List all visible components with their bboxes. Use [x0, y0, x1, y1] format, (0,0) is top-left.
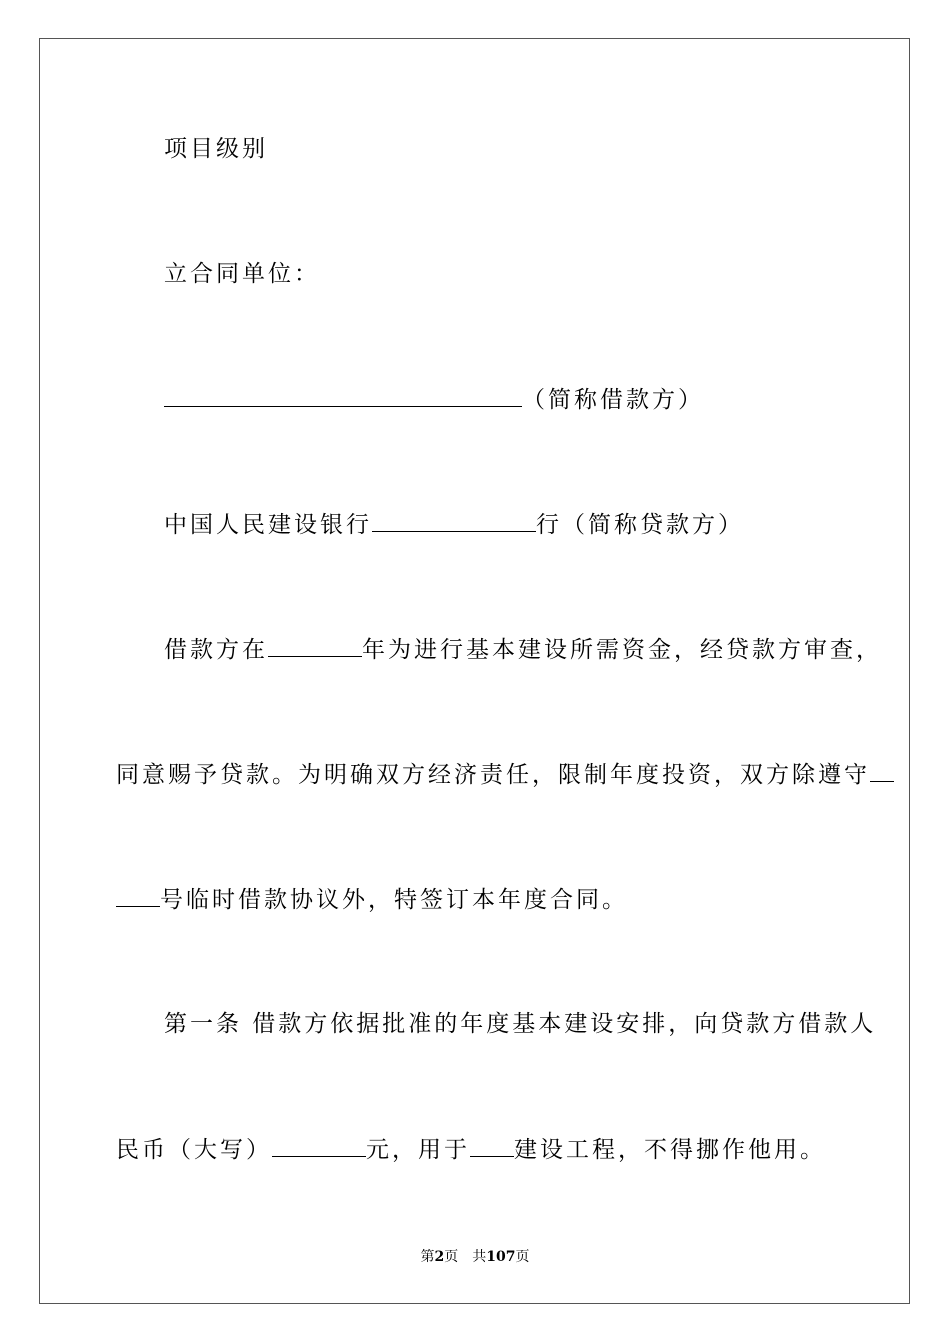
para1-text-a: 借款方在 [164, 637, 268, 663]
contract-units-text: 立合同单位： [164, 261, 320, 287]
lender-short-text: 行（简称贷款方） [536, 512, 744, 538]
para1-line1 [164, 634, 882, 665]
footer-prefix: 第 [420, 1249, 435, 1265]
contract-units-line [164, 259, 320, 289]
lender-line [164, 509, 744, 540]
project-name-blank[interactable] [470, 1134, 514, 1157]
agreement-number-blank-b[interactable] [116, 884, 160, 907]
footer-total-suffix: 页 [515, 1249, 530, 1265]
bank-branch-blank[interactable] [372, 509, 536, 532]
para1-line3 [116, 884, 628, 915]
borrower-line [164, 384, 704, 415]
project-level-text: 项目级别 [164, 136, 268, 162]
article1-text-a: 第一条 借款方依据批准的年度基本建设安排，向贷款方借款人 [164, 1011, 877, 1037]
page-footer [0, 1246, 950, 1266]
footer-page-suffix: 页 [444, 1249, 459, 1265]
footer-total-prefix: 共 [472, 1249, 487, 1265]
project-level-line [164, 134, 268, 164]
para1-text-d: 号临时借款协议外，特签订本年度合同。 [160, 887, 628, 913]
article1-line1 [164, 1009, 876, 1039]
agreement-number-blank-a[interactable] [870, 759, 894, 782]
para1-text-b: 年为进行基本建设所需资金，经贷款方审查， [362, 637, 882, 663]
page-border [39, 38, 910, 1304]
total-pages: 107 [486, 1249, 516, 1265]
year-blank[interactable] [268, 634, 362, 657]
article1-text-b: 民币（大写） [116, 1137, 272, 1163]
article1-text-c: 元，用于 [366, 1137, 470, 1163]
para1-text-c: 同意赐予贷款。为明确双方经济责任，限制年度投资，双方除遵守 [116, 762, 870, 788]
borrower-name-blank[interactable] [164, 384, 522, 407]
para1-line2 [116, 759, 894, 790]
bank-name-text: 中国人民建设银行 [164, 512, 372, 538]
page-number: 2 [434, 1249, 445, 1265]
article1-text-d: 建设工程，不得挪作他用。 [514, 1137, 826, 1163]
amount-blank[interactable] [272, 1134, 366, 1157]
article1-line2 [116, 1134, 826, 1165]
borrower-short-text: （简称借款方） [522, 387, 704, 413]
